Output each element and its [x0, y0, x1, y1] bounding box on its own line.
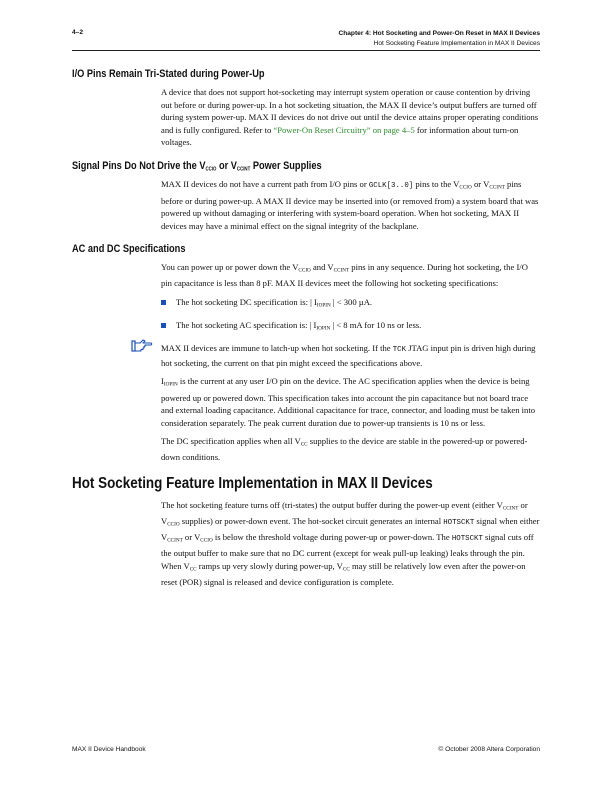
footer-copyright: © October 2008 Altera Corporation [438, 746, 540, 753]
heading-ac-dc: AC and DC Specifications [72, 243, 186, 256]
running-header [338, 29, 540, 48]
section-io-pins [161, 86, 541, 149]
heading-signal-pins: Signal Pins Do Not Drive the VCCIO or VCCINT Power Supplies [72, 159, 322, 173]
paragraph: IIOPIN is the current at any user I/O pin on the device. The AC specification applies when the device is being powered up or powered down. This specification takes into account the pin capacitance but not board trace and external loading capacitance. Additional capacitance for trace, connector, and loading must be taken into consideration separately. The peak current duration due to power-up transients is 10 ns or less. [161, 376, 536, 428]
tck-code: TCK [392, 346, 407, 355]
chapter-title: Chapter 4: Hot Socketing and Power-On Reset in MAX II Devices [338, 30, 540, 37]
paragraph: The DC specification applies when all VCC supplies to the device are stable in the powered-up or powered-down conditions. [161, 436, 528, 463]
section-ac-dc [161, 261, 541, 464]
bullet-square-icon [161, 300, 166, 305]
hand-pointing-icon [131, 338, 153, 354]
page-number: 4–2 [72, 29, 84, 36]
paragraph: A device that does not support hot-socketing may interrupt system operation or cause contention by driving out before or during power-up. In a hot socketing situation, the MAX II device’s output buffers are turned off during system power-up. MAX II devices do not drive out until the device attains proper operating conditions and is fully configured. Refer to “Power-On Reset Circuitry” on page 4–5 for information about turn-on voltages. [161, 87, 539, 148]
section-signal-pins [161, 178, 541, 232]
paragraph: You can power up or power down the VCCIO and VCCINT pins in any sequence. During hot socketing, the I/O pin capacitance is less than 8 pF. MAX II devices meet the following hot socketing specifications: [161, 262, 528, 289]
note-paragraph: MAX II devices are immune to latch-up when hot socketing. If the TCK JTAG input pin is driven high during hot socketing, the current on that pin might exceed the specifications above. [161, 342, 541, 369]
page-content [0, 57, 612, 595]
paragraph: MAX II devices do not have a current path from I/O pins or GCLK[3..0] pins to the VCCIO or VCCINT pins before or during power-up. A MAX II device may be inserted into (or removed from) a system board that was powered up without damaging or interfering with system-board operation. When hot socketing, MAX II devices may have a minimal effect on the signal integrity of the backplane. [161, 179, 539, 231]
header-rule [72, 50, 540, 51]
footer-handbook: MAX II Device Handbook [72, 746, 146, 753]
hotsckt-code: HOTSCKT [443, 519, 475, 528]
paragraph: The hot socketing feature turns off (tri-states) the output buffer during the power-up event (either VCCINT or VCCIO supplies) or power-down event. The hot-socket circuit generates an internal HOTSCKT signal when either VCCINT or VCCIO is below the threshold voltage during power-up or power-down. The HOTSCKT signal cuts off the output buffer to make sure that no DC current (except for weak pull-up leaking) leaks through the pin. When VCC ramps up very slowly during power-up, VCC may still be relatively low even after the power-on reset (POR) signal is released and device configuration is complete. [161, 499, 540, 587]
heading-hot-socketing-implementation: Hot Socketing Feature Implementation in MAX II Devices [72, 474, 433, 492]
section-title: Hot Socketing Feature Implementation in MAX II Devices [373, 39, 540, 47]
gclk-code: GCLK[3..0] [368, 182, 414, 191]
section-implementation [161, 499, 541, 589]
heading-io-pins: I/O Pins Remain Tri-Stated during Power-Up [72, 68, 265, 80]
spec-list [161, 296, 541, 335]
list-item: The hot socketing DC specification is: | IIOPIN | < 300 µA. [161, 296, 541, 312]
list-item: The hot socketing AC specification is: | IIOPIN | < 8 mA for 10 ns or less. [161, 319, 541, 335]
hotsckt-code: HOTSCKT [451, 535, 483, 544]
bullet-square-icon [161, 323, 166, 328]
power-on-reset-link[interactable]: “Power-On Reset Circuitry” on page 4–5 [273, 124, 415, 135]
